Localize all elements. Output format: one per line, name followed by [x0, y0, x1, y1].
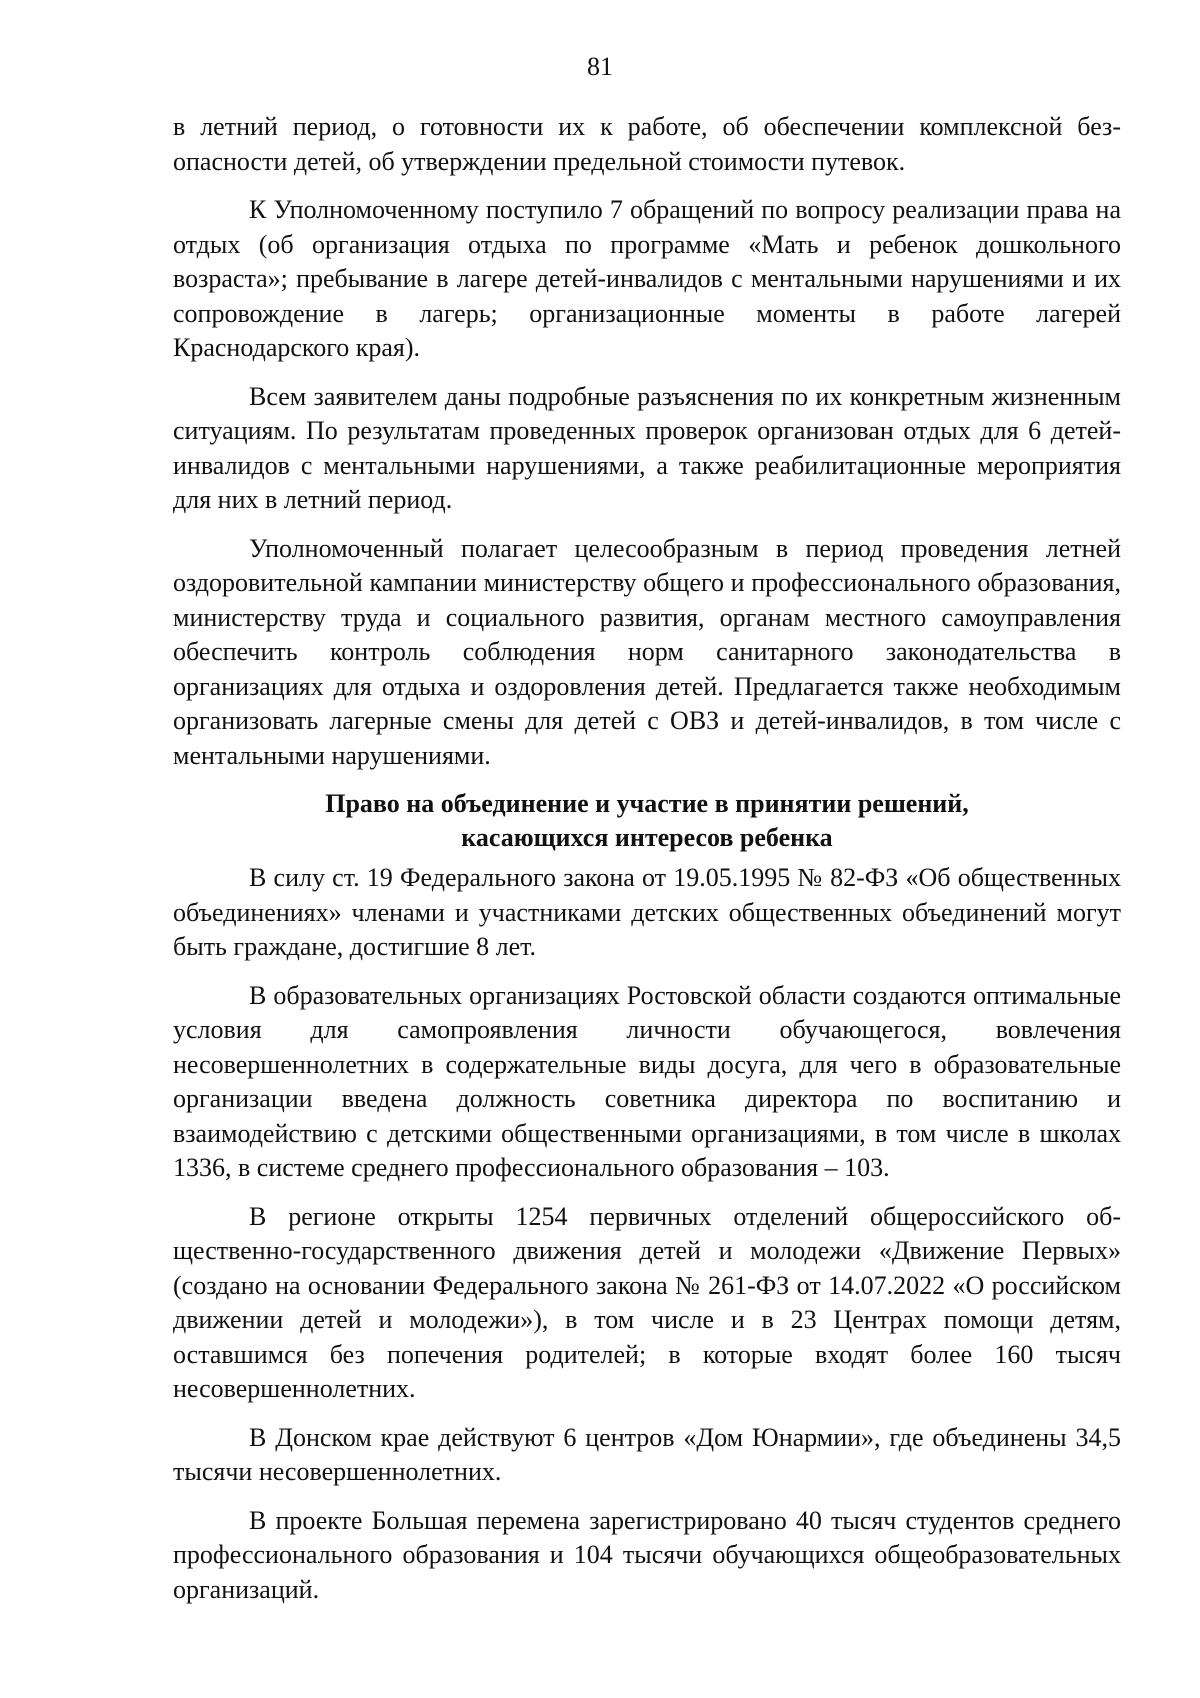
- paragraph-big-change: В проекте Большая перемена зарегистрировано 40 тысяч студентов среднего профессионального образования и 104 тысячи обучающихся общеобразовательных организаций.: [173, 1505, 1121, 1604]
- paragraph-continuation: в летний период, о готовности их к работе, об обеспечении комплексной безопасности детей, об утверждении предельной стоимости путевок.: [173, 112, 1121, 176]
- paragraph-movement-first: В регионе открыты 1254 первичных отделений общероссийского общественно-государственного движения детей и молодежи «Движение Первых» (создано на основании Федерального закона № 261-ФЗ от 14.07.2022 «О российском движении детей и молодежи»), в том числе и в 23 Центрах помощи детям, оставшимся без попечения родителей; в которые входят более 160 тысяч несовершеннолетних.: [173, 1201, 1121, 1403]
- paragraph-educational-organizations: В образовательных организациях Ростовской области создаются оптимальные условия для самопроявления личности обучающегося, вовлечения несовершеннолетних в содержательные виды досуга, для чего в образовательные организации введена должность советника директора по воспитанию и взаимодействию с детскими общественными организациями, в том числе в школах 1336, в системе среднего профессионального образования – 103.: [173, 980, 1121, 1182]
- section-heading: [173, 787, 1121, 855]
- section-heading-line-2: касающихся интересов ребенка: [461, 823, 833, 852]
- paragraph-federal-law: В силу ст. 19 Федерального закона от 19.05.1995 № 82-ФЗ «Об общественных объединениях» членами и участниками детских общественных объединений могут быть граждане, достигшие 8 лет.: [173, 863, 1121, 961]
- paragraph-explanations: Всем заявителем даны подробные разъяснения по их конкретным жизненным ситуациям. По результатам проведенных проверок организован отдых для 6 детей-инвалидов с ментальными нарушениями, а также реабилитационные мероприятия для них в летний период.: [173, 381, 1121, 514]
- page-number: 81: [587, 52, 613, 81]
- paragraph-yunarmiya: В Донском крае действуют 6 центров «Дом Юнармии», где объединены 34,5 тысячи несовершеннолетних.: [173, 1422, 1121, 1486]
- document-body: [173, 110, 1121, 1621]
- section-heading-line-1: Право на объединение и участие в принятии решений,: [325, 789, 969, 818]
- paragraph-recommendation: Уполномоченный полагает целесообразным в период проведения летней оздоровительной кампании министерству общего и профессионального образования, министерству труда и социального развития, органам местного самоуправления обеспечить контроль соблюдения норм санитарного законодательства в организациях для отдыха и оздоровления детей. Предлагается также необходимым организовать лагерные смены для детей с ОВЗ и детей-инвалидов, в том числе с ментальными нарушениями.: [173, 533, 1121, 770]
- paragraph-appeals: К Уполномоченному поступило 7 обращений по вопросу реализации права на отдых (об организация отдыха по программе «Мать и ребенок дошкольного возраста»; пребывание в лагере детей-инвалидов с ментальными нарушениями и их сопровождение в лагерь; организационные моменты в работе лагерей Краснодарского края).: [173, 195, 1121, 362]
